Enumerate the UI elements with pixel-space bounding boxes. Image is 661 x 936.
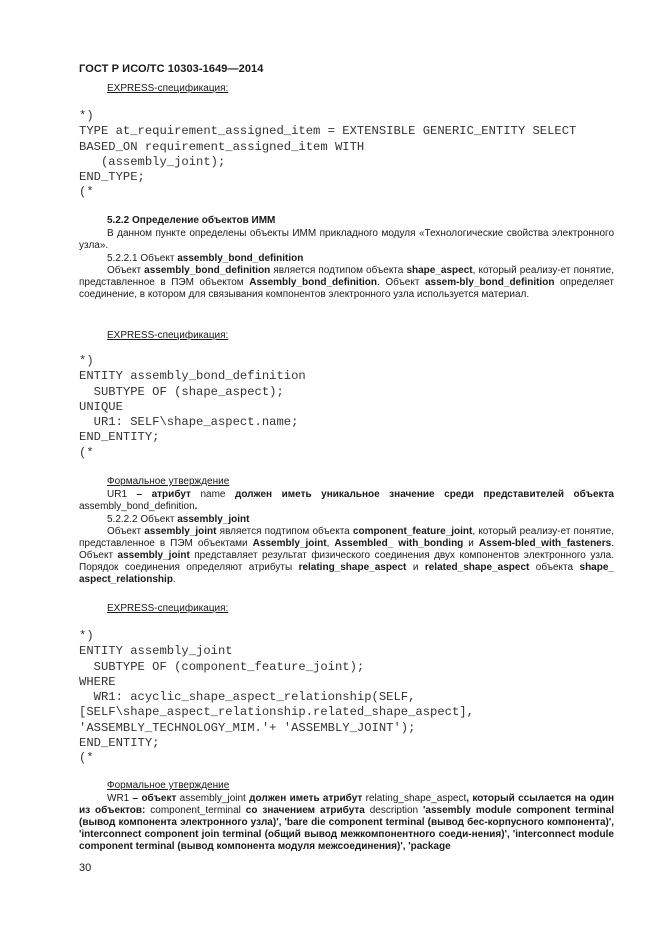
subsection-title-1 [107,253,303,264]
term-bold: relating_shape_aspect [298,562,407,573]
express-spec-label-3: EXPRESS-спецификация: [107,603,229,614]
subsection-title-2 [107,514,249,525]
express-spec-label-1: EXPRESS-спецификация: [107,83,229,94]
text-run: . [172,574,176,585]
text-run: Объект [107,265,145,276]
term-bold: , который ссылается на один из объектов: [79,793,615,816]
text-run: component_terminal [150,805,241,816]
text-run: и [406,562,425,573]
term-bold: shape_aspect [406,265,473,276]
text-run: является подтипом объекта [216,526,353,537]
text-run: relating_shape_aspect [365,793,467,804]
section-title: 5.2.2 Определение объектов ИММ [107,215,276,226]
text-run: и [463,538,479,549]
rule-wr1 [79,793,614,853]
term-bold: 'assembly module component terminal (вывод компонента электронного узла)', 'bare die component terminal (вывод бес-корпусного компонента)', 'interconnect component join terminal (общий вывод межкомпонентного соеди-нения)', 'interconnect module component terminal (вывод компонента модуля межсоединения)', 'package [79,805,614,852]
subsection-entity: assembly_joint [177,514,250,525]
subsection-entity: assembly_bond_definition [177,253,304,264]
text-run: представляет результат физического соединения двух компонентов электронного узла. Порядок соединения определяют атрибуты [79,550,614,573]
term-bold: assembly_joint [144,526,217,537]
section-intro: В данном пункте определены объекты ИММ прикладного модуля «Технологические свойства электронного узла». [79,228,614,251]
text-run: name [200,489,226,500]
term-bold: Assembly_bond_definition [249,277,378,288]
term-bold: со значением атрибута [240,805,370,816]
term-bold: . [194,501,198,512]
subsection-prefix: 5.2.2.1 Объект [107,253,178,264]
term-bold: component_feature_joint [352,526,473,537]
text-run: , который реализу-ет понятие, представленное в ПЭМ объектами [79,526,614,549]
text-run: UR1 [107,489,128,500]
rule-ur1 [79,489,614,513]
term-bold: Assembled_ with_bonding [334,538,464,549]
term-bold: Assem-bled_with_fasteners [478,538,612,549]
code-block-entity-joint: *) ENTITY assembly_joint SUBTYPE OF (component_feature_joint); WHERE WR1: acyclic_shape_aspect_relationship(SELF, [SELF\shape_aspect_relationship.related_shape_aspect], 'ASSEMBLY_TECHNOLOGY_MIM.'+ 'ASSEMBLY_JOINT'); END_ENTITY; (* [79,629,474,766]
term-bold: – атрибут [127,489,201,500]
paragraph-assembly-joint [79,526,614,586]
formal-statement-label-2: Формальное утверждение [107,780,230,791]
term-bold: assem-bly_bond_definition [424,277,555,288]
term-bold: Assembly_joint [252,538,327,549]
text-run: объекта [529,562,580,573]
text-run: Объект [107,526,145,537]
text-run: assembly_bond_definition [79,501,195,512]
term-bold: – объект [129,793,180,804]
text-run: WR1 [107,793,130,804]
term-bold: related_shape_aspect [424,562,530,573]
paragraph-assembly-bond-definition [79,265,614,301]
text-run: . Объект [79,538,614,561]
term-bold: должен иметь уникальное значение среди представителей объекта [225,489,614,500]
formal-statement-label-1: Формальное утверждение [107,476,230,487]
subsection-prefix: 5.2.2.2 Объект [107,514,178,525]
text-run: , [326,538,335,549]
term-bold: assembly_bond_definition [144,265,271,276]
term-bold: должен иметь атрибут [245,793,366,804]
code-block-entity-bond: *) ENTITY assembly_bond_definition SUBTYPE OF (shape_aspect); UNIQUE UR1: SELF\shape_aspect.name; END_ENTITY; (* [79,354,306,460]
page-number: 30 [79,862,92,874]
text-run: assembly_joint [179,793,246,804]
express-spec-label-2: EXPRESS-спецификация: [107,330,229,341]
text-run: является подтипом объекта [270,265,407,276]
document-header: ГОСТ Р ИСО/ТС 10303-1649—2014 [79,63,264,75]
code-block-type: *) TYPE at_requirement_assigned_item = EXTENSIBLE GENERIC_ENTITY SELECT BASED_ON requirement_assigned_item WITH (assembly_joint); END_TYPE; (* [79,109,577,200]
text-run: определяет соединение, в котором для связывания компонентов электронного узла используется материал. [79,277,614,300]
term-bold: assembly_joint [117,550,190,561]
term-bold: shape_ aspect_relationship [79,562,614,585]
text-run: description [369,805,419,816]
text-run: . Объект [377,277,425,288]
text-run: , который реализу-ет понятие, представленное в ПЭМ объектом [79,265,614,288]
